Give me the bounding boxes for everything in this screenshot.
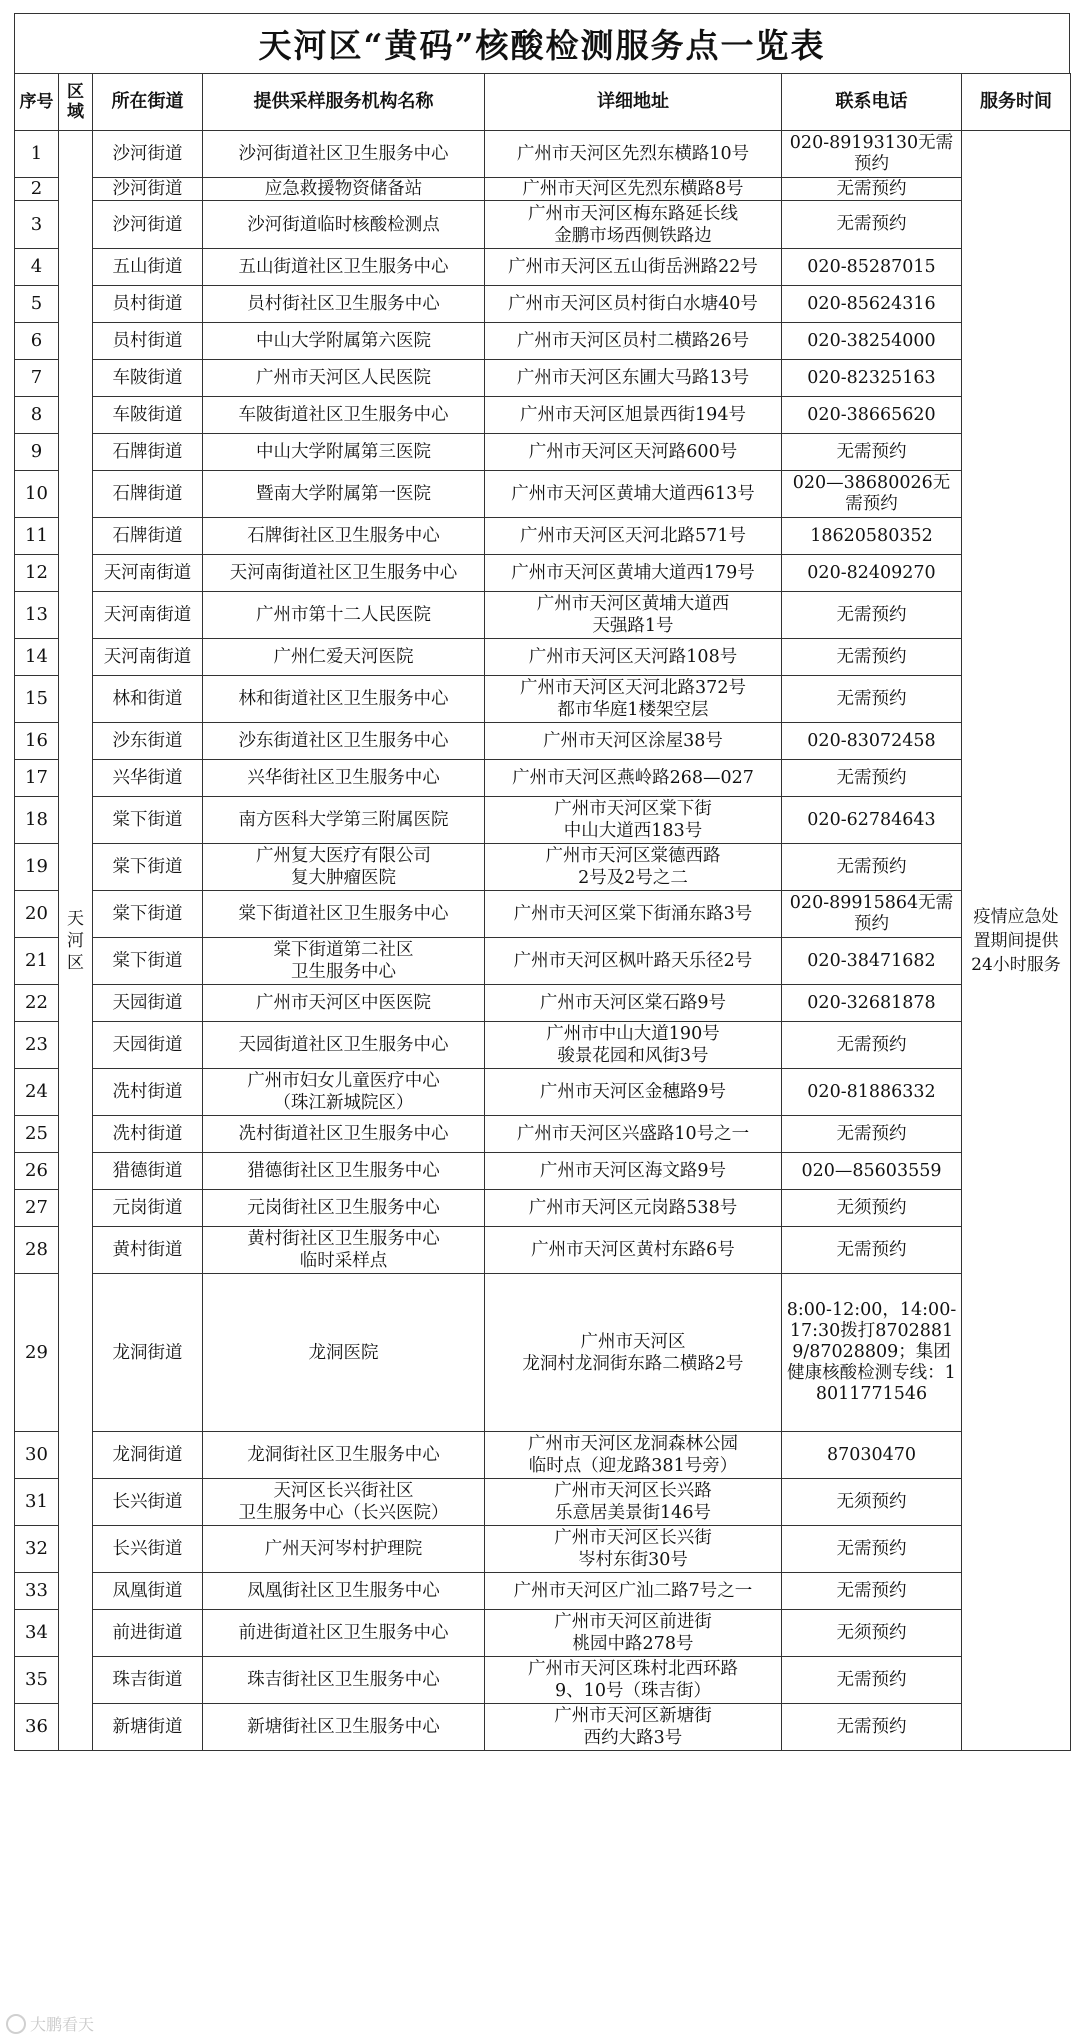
row-phone: 无须预约 [782,1610,962,1657]
row-street: 天河南街道 [93,639,203,676]
row-phone: 020-82325163 [782,360,962,397]
row-street: 珠吉街道 [93,1657,203,1704]
header-service-time: 服务时间 [962,74,1071,131]
table-row [15,938,1071,985]
service-points-table [14,73,1071,1751]
table-row [15,323,1071,360]
row-address: 广州市天河区枫叶路天乐径2号 [485,938,782,985]
row-phone: 无须预约 [782,1190,962,1227]
table-row [15,131,1071,178]
row-organization: 中山大学附属第六医院 [203,323,485,360]
row-address: 广州市天河区先烈东横路8号 [485,178,782,201]
row-organization: 中山大学附属第三医院 [203,434,485,471]
header-address: 详细地址 [485,74,782,131]
row-number: 17 [15,760,59,797]
row-organization: 珠吉街社区卫生服务中心 [203,1657,485,1704]
row-phone: 无需预约 [782,676,962,723]
row-number: 2 [15,178,59,201]
table-row [15,1190,1071,1227]
row-number: 19 [15,844,59,891]
row-organization: 石牌街社区卫生服务中心 [203,518,485,555]
row-number: 15 [15,676,59,723]
table-row [15,1116,1071,1153]
watermark-logo-icon [6,2014,26,2034]
table-row [15,1573,1071,1610]
row-street: 棠下街道 [93,797,203,844]
row-address: 广州市天河区金穗路9号 [485,1069,782,1116]
row-phone: 87030470 [782,1432,962,1479]
row-street: 元岗街道 [93,1190,203,1227]
row-organization: 兴华街社区卫生服务中心 [203,760,485,797]
row-street: 沙东街道 [93,723,203,760]
row-number: 35 [15,1657,59,1704]
row-street: 天河南街道 [93,592,203,639]
row-organization: 广州市天河区人民医院 [203,360,485,397]
row-street: 前进街道 [93,1610,203,1657]
row-address: 广州市天河区 龙洞村龙洞街东路二横路2号 [485,1274,782,1432]
row-street: 天园街道 [93,985,203,1022]
watermark-text: 大鹏看天 [30,2015,95,2034]
row-organization: 棠下街道社区卫生服务中心 [203,891,485,938]
row-phone: 无需预约 [782,1657,962,1704]
row-phone: 020-62784643 [782,797,962,844]
row-phone: 020-38665620 [782,397,962,434]
row-phone: 无需预约 [782,1704,962,1751]
row-number: 9 [15,434,59,471]
row-organization: 车陂街道社区卫生服务中心 [203,397,485,434]
row-address: 广州市天河区天河路600号 [485,434,782,471]
row-organization: 南方医科大学第三附属医院 [203,797,485,844]
row-organization: 元岗街社区卫生服务中心 [203,1190,485,1227]
table-row [15,518,1071,555]
table-row [15,471,1071,518]
row-phone: 无需预约 [782,178,962,201]
row-address: 广州市天河区燕岭路268—027 [485,760,782,797]
row-organization: 沙河街道社区卫生服务中心 [203,131,485,178]
table-row [15,797,1071,844]
row-organization: 新塘街社区卫生服务中心 [203,1704,485,1751]
header-area: 区域 [59,74,93,131]
table-row [15,844,1071,891]
row-number: 4 [15,249,59,286]
row-number: 20 [15,891,59,938]
table-row [15,1526,1071,1573]
row-phone: 无需预约 [782,639,962,676]
row-organization: 广州市天河区中医医院 [203,985,485,1022]
table-header-row [15,74,1071,131]
row-street: 龙洞街道 [93,1432,203,1479]
row-phone: 无需预约 [782,1116,962,1153]
row-number: 23 [15,1022,59,1069]
row-number: 12 [15,555,59,592]
row-number: 25 [15,1116,59,1153]
row-address: 广州市天河区长兴街 岑村东街30号 [485,1526,782,1573]
row-number: 29 [15,1274,59,1432]
row-street: 凤凰街道 [93,1573,203,1610]
row-number: 21 [15,938,59,985]
row-organization: 棠下街道第二社区 卫生服务中心 [203,938,485,985]
row-phone: 无需预约 [782,1526,962,1573]
row-address: 广州市天河区黄埔大道西 天强路1号 [485,592,782,639]
row-address: 广州市天河区天河北路372号 都市华庭1楼架空层 [485,676,782,723]
row-address: 广州市天河区前进街 桃园中路278号 [485,1610,782,1657]
table-body [15,131,1071,1751]
row-street: 长兴街道 [93,1479,203,1526]
row-organization: 沙东街道社区卫生服务中心 [203,723,485,760]
row-organization: 猎德街社区卫生服务中心 [203,1153,485,1190]
table-row [15,555,1071,592]
row-number: 14 [15,639,59,676]
table-row [15,1657,1071,1704]
row-address: 广州市天河区棠下街 中山大道西183号 [485,797,782,844]
row-address: 广州市天河区珠村北西环路 9、10号（珠吉街） [485,1657,782,1704]
row-address: 广州市天河区黄村东路6号 [485,1227,782,1274]
table-row [15,592,1071,639]
row-phone: 020-83072458 [782,723,962,760]
row-phone: 020-89193130无需预约 [782,131,962,178]
row-address: 广州市中山大道190号 骏景花园和风街3号 [485,1022,782,1069]
header-street: 所在街道 [93,74,203,131]
row-organization: 暨南大学附属第一医院 [203,471,485,518]
row-organization: 龙洞医院 [203,1274,485,1432]
row-number: 11 [15,518,59,555]
row-street: 猎德街道 [93,1153,203,1190]
row-number: 24 [15,1069,59,1116]
table-row [15,1610,1071,1657]
row-number: 6 [15,323,59,360]
row-address: 广州市天河区涂屋38号 [485,723,782,760]
row-number: 10 [15,471,59,518]
row-organization: 冼村街道社区卫生服务中心 [203,1116,485,1153]
row-street: 天河南街道 [93,555,203,592]
row-phone: 020-38471682 [782,938,962,985]
row-street: 棠下街道 [93,844,203,891]
row-street: 沙河街道 [93,178,203,201]
row-organization: 五山街道社区卫生服务中心 [203,249,485,286]
row-street: 沙河街道 [93,131,203,178]
table-row [15,1704,1071,1751]
row-phone: 020-38254000 [782,323,962,360]
table-row [15,360,1071,397]
row-address: 广州市天河区龙洞森林公园 临时点（迎龙路381号旁） [485,1432,782,1479]
row-organization: 前进街道社区卫生服务中心 [203,1610,485,1657]
row-phone: 020—85603559 [782,1153,962,1190]
row-organization: 广州天河岑村护理院 [203,1526,485,1573]
row-street: 车陂街道 [93,360,203,397]
row-phone: 020-89915864无需预约 [782,891,962,938]
row-address: 广州市天河区棠德西路 2号及2号之二 [485,844,782,891]
row-number: 18 [15,797,59,844]
row-phone: 020-85287015 [782,249,962,286]
row-organization: 广州复大医疗有限公司 复大肿瘤医院 [203,844,485,891]
row-organization: 凤凰街社区卫生服务中心 [203,1573,485,1610]
table-row [15,1432,1071,1479]
row-street: 新塘街道 [93,1704,203,1751]
table-row [15,1153,1071,1190]
row-organization: 应急救援物资储备站 [203,178,485,201]
table-row [15,985,1071,1022]
row-address: 广州市天河区广汕二路7号之一 [485,1573,782,1610]
table-row [15,1479,1071,1526]
row-organization: 林和街道社区卫生服务中心 [203,676,485,723]
row-number: 32 [15,1526,59,1573]
row-address: 广州市天河区元岗路538号 [485,1190,782,1227]
row-address: 广州市天河区五山街岳洲路22号 [485,249,782,286]
row-address: 广州市天河区新塘街 西约大路3号 [485,1704,782,1751]
row-street: 员村街道 [93,286,203,323]
row-address: 广州市天河区长兴路 乐意居美景街146号 [485,1479,782,1526]
row-phone: 无须预约 [782,1479,962,1526]
row-number: 16 [15,723,59,760]
row-number: 30 [15,1432,59,1479]
row-phone: 18620580352 [782,518,962,555]
header-org: 提供采样服务机构名称 [203,74,485,131]
row-address: 广州市天河区兴盛路10号之一 [485,1116,782,1153]
row-street: 五山街道 [93,249,203,286]
row-phone: 无需预约 [782,201,962,249]
row-address: 广州市天河区员村二横路26号 [485,323,782,360]
row-street: 林和街道 [93,676,203,723]
row-number: 28 [15,1227,59,1274]
row-address: 广州市天河区旭景西街194号 [485,397,782,434]
table-row [15,891,1071,938]
row-phone: 8:00-12:00，14:00-17:30拨打87028819/87028809；集团健康核酸检测专线：18011771546 [782,1274,962,1432]
table-row [15,201,1071,249]
row-organization: 黄村街社区卫生服务中心 临时采样点 [203,1227,485,1274]
row-street: 车陂街道 [93,397,203,434]
row-address: 广州市天河区海文路9号 [485,1153,782,1190]
table-row [15,397,1071,434]
row-number: 8 [15,397,59,434]
row-organization: 天园街道社区卫生服务中心 [203,1022,485,1069]
row-street: 棠下街道 [93,938,203,985]
row-phone: 020-85624316 [782,286,962,323]
row-street: 员村街道 [93,323,203,360]
row-number: 34 [15,1610,59,1657]
row-address: 广州市天河区黄埔大道西613号 [485,471,782,518]
row-street: 黄村街道 [93,1227,203,1274]
row-address: 广州市天河区天河路108号 [485,639,782,676]
row-phone: 无需预约 [782,844,962,891]
header-seq: 序号 [15,74,59,131]
row-phone: 无需预约 [782,1022,962,1069]
service-time-cell: 疫情应急处置期间提供24小时服务 [962,131,1071,1751]
row-phone: 无需预约 [782,434,962,471]
row-phone: 020—38680026无需预约 [782,471,962,518]
row-organization: 天河南街道社区卫生服务中心 [203,555,485,592]
row-number: 33 [15,1573,59,1610]
table-row [15,286,1071,323]
row-address: 广州市天河区棠下街涌东路3号 [485,891,782,938]
table-row [15,1227,1071,1274]
row-street: 石牌街道 [93,518,203,555]
row-street: 长兴街道 [93,1526,203,1573]
table-row [15,639,1071,676]
row-organization: 员村街社区卫生服务中心 [203,286,485,323]
row-organization: 广州市第十二人民医院 [203,592,485,639]
row-number: 7 [15,360,59,397]
row-street: 棠下街道 [93,891,203,938]
row-number: 27 [15,1190,59,1227]
row-phone: 020-82409270 [782,555,962,592]
document-sheet [14,13,1070,1751]
row-number: 3 [15,201,59,249]
row-street: 石牌街道 [93,434,203,471]
row-number: 36 [15,1704,59,1751]
row-organization: 沙河街道临时核酸检测点 [203,201,485,249]
table-row [15,178,1071,201]
row-phone: 无需预约 [782,760,962,797]
row-phone: 无需预约 [782,592,962,639]
table-row [15,434,1071,471]
table-row [15,1022,1071,1069]
row-number: 26 [15,1153,59,1190]
row-street: 兴华街道 [93,760,203,797]
district-cell: 天河区 [59,131,93,1751]
row-address: 广州市天河区东圃大马路13号 [485,360,782,397]
row-phone: 无需预约 [782,1573,962,1610]
table-row [15,760,1071,797]
row-number: 5 [15,286,59,323]
row-address: 广州市天河区先烈东横路10号 [485,131,782,178]
row-organization: 天河区长兴街社区 卫生服务中心（长兴医院） [203,1479,485,1526]
row-address: 广州市天河区梅东路延长线 金鹏市场西侧铁路边 [485,201,782,249]
row-street: 天园街道 [93,1022,203,1069]
row-number: 22 [15,985,59,1022]
page-title: 天河区“黄码”核酸检测服务点一览表 [14,13,1070,73]
row-phone: 020-32681878 [782,985,962,1022]
watermark [6,2012,94,2035]
row-number: 13 [15,592,59,639]
row-address: 广州市天河区棠石路9号 [485,985,782,1022]
row-address: 广州市天河区员村街白水塘40号 [485,286,782,323]
table-row [15,1274,1071,1432]
row-address: 广州市天河区天河北路571号 [485,518,782,555]
row-address: 广州市天河区黄埔大道西179号 [485,555,782,592]
row-organization: 广州市妇女儿童医疗中心 （珠江新城院区） [203,1069,485,1116]
row-street: 冼村街道 [93,1116,203,1153]
row-street: 沙河街道 [93,201,203,249]
row-number: 1 [15,131,59,178]
row-phone: 无需预约 [782,1227,962,1274]
table-row [15,723,1071,760]
table-row [15,676,1071,723]
row-street: 石牌街道 [93,471,203,518]
header-phone: 联系电话 [782,74,962,131]
row-number: 31 [15,1479,59,1526]
table-row [15,249,1071,286]
row-organization: 龙洞街社区卫生服务中心 [203,1432,485,1479]
row-organization: 广州仁爱天河医院 [203,639,485,676]
row-phone: 020-81886332 [782,1069,962,1116]
table-row [15,1069,1071,1116]
row-street: 龙洞街道 [93,1274,203,1432]
row-street: 冼村街道 [93,1069,203,1116]
